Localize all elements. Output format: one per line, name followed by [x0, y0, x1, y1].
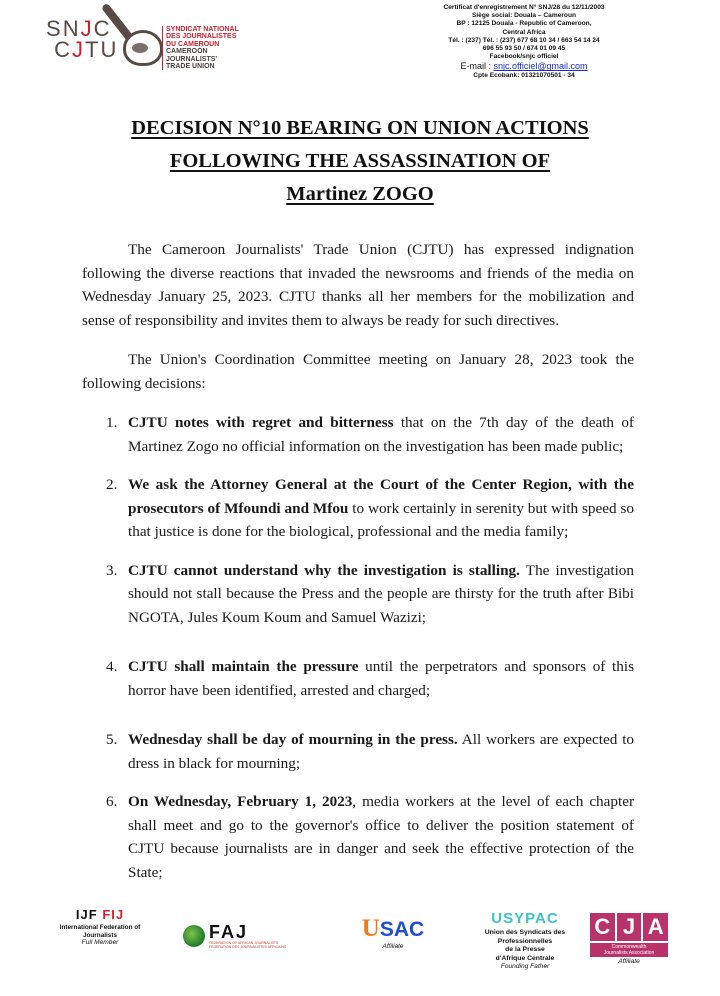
union-logo [40, 0, 260, 80]
usypac-logo: USYPAC Union des Syndicats des Professionnelles de la Presse d'Afrique Centrale Founding Father [484, 910, 566, 971]
registration-certificate: Certificat d'enregistrement N° SNJ/28 du 12/11/2003 [443, 4, 605, 11]
region: Central Africa [502, 28, 546, 36]
logo-monogram: SNJC CJTU [46, 16, 119, 62]
facebook: Facebook/snjc officiel [489, 53, 559, 61]
decision-item: 6. On Wednesday, February 1, 2023, media workers at the level of each chapter shall meet and go to the governor's office to deliver the position statement of CJTU because journalists are in danger and seek the effective protection of the State; [106, 793, 635, 881]
ifj-logo: IJF FIJ International Federation of Journalists Full Member [59, 907, 141, 947]
decision-item: 4. CJTU shall maintain the pressure until the perpetrators and sponsors of this horror have been identified, arrested and charged; [106, 658, 634, 699]
decision-list [82, 411, 634, 884]
contact-block [404, 4, 644, 81]
decision-item: 2. We ask the Attorney General at the Court of the Center Region, with the prosecutors of Mfoundi and Mfou to work certainly in serenity but with speed so that justice is done for the biological, professional and the media family; [106, 476, 635, 540]
decision-item: 1. CJTU notes with regret and bitterness that on the 7th day of the death of Martinez Zogo no official information on the investigation has been made public; [106, 414, 634, 455]
title-line-1: DECISION N°10 BEARING ON UNION ACTIONS [131, 117, 589, 139]
cja-letters-icon: C J A [590, 913, 668, 941]
intro-paragraph: The Cameroon Journalists' Trade Union (CJTU) has expressed indignation following the diverse reactions that invaded the newsrooms and friends of the media on Wednesday January 25, 2023. CJTU thanks all her members for the mobilization and sense of responsibility and invites them to always be ready for such directives. [82, 241, 634, 329]
head-office: Siège social: Douala – Cameroun [471, 12, 577, 20]
logo-union-name: SYNDICAT NATIONAL DES JOURNALISTES DU CAMEROUN CAMEROON JOURNALISTS' TRADE UNION [162, 26, 239, 70]
email-link[interactable]: snjc.officiel@gmail.com [493, 61, 588, 72]
title-line-2: FOLLOWING THE ASSASSINATION OF [169, 150, 551, 172]
usac-logo: USAC Affiliate [361, 915, 425, 950]
phone-numbers: Tél. : (237) Tél. : (237) 677 68 10 34 / 663 54 14 24 [448, 36, 600, 44]
phone-numbers-2: 696 55 93 50 / 674 01 09 45 [482, 45, 566, 53]
cja-logo: C J A Commonwealth Journalists Association Affiliate [590, 913, 668, 965]
ifj-mark-icon: IJF FIJ [75, 907, 125, 922]
document-title [0, 112, 720, 211]
po-box: BP : 12125 Douala - Republic of Cameroon, [456, 20, 592, 28]
decision-item: 5. Wednesday shall be day of mourning in the press. All workers are expected to dress in black for mourning; [106, 731, 635, 772]
bank-account: Cpte Ecobank: 01321070501 - 34 [473, 72, 575, 80]
faj-logo: FAJ FEDERATION OF AFRICAN JOURNALISTS FEDERATION DES JOURNALISTES AFRICAINS [183, 923, 286, 949]
africa-globe-icon [183, 925, 205, 947]
document-body [82, 238, 634, 899]
decisions-intro: The Union's Coordination Committee meeting on January 28, 2023 took the following decisions: [82, 351, 634, 392]
decision-item: 3. CJTU cannot understand why the investigation is stalling. The investigation should not stall because the Press and the people are thirsty for the truth after Bibi NGOTA, Jules Koum Koum and Samuel Wazizi; [106, 561, 634, 626]
inkpot-icon [123, 30, 163, 66]
affiliations-footer [0, 903, 720, 983]
email-line: E-mail : snjc.officiel@gmail.com [460, 61, 588, 72]
title-line-3: Martinez ZOGO [286, 183, 434, 205]
